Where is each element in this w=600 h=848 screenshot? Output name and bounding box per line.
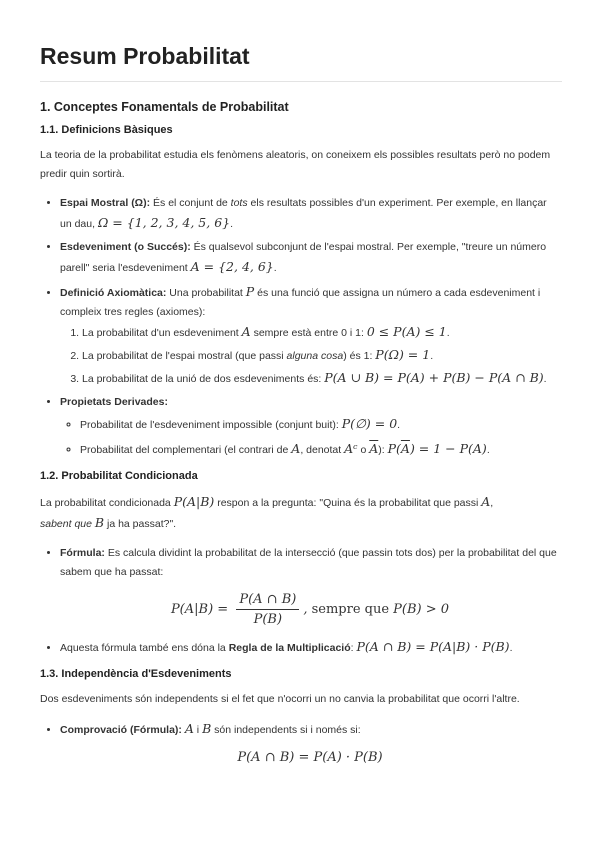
math-expression: P(A ∩ B) = P(A|B) · P(B)	[356, 639, 510, 654]
subsection-heading: 1.3. Independència d'Esdeveniments	[40, 668, 232, 680]
fraction: $\frac{P(A \cap B)}{P(B)}$	[236, 590, 299, 629]
axiom-item: 1. La probabilitat d'un esdeveniment A sempre està entre 0 i 1: 0 ≤ P(A) ≤ 1.	[82, 322, 560, 343]
page-title: Resum Probabilitat	[40, 43, 250, 69]
math-expression: P(Ω) = 1	[375, 347, 431, 362]
axiom-item: 3. La probabilitat de la unió de dos esdeveniments és: P(A ∪ B) = P(A) + P(B) − P(A ∩ B).	[82, 368, 560, 389]
conditional-formula: P(A|B) = $\frac{P(A \cap B)}{P(B)}$ , sempre que P(B) > 0	[170, 592, 450, 627]
properties-list	[60, 414, 560, 460]
list-item: • Aquesta fórmula també ens dóna la Regla de la Multiplicació: P(A ∩ B) = P(A|B) · P(B).	[60, 637, 560, 658]
math-expression: P(A ∪ B) = P(A) + P(B) − P(A ∩ B)	[324, 370, 544, 385]
list-item: • Esdeveniment (o Succés): És qualsevol subconjunt de l'espai mostral. Per exemple, "treure un número parell" seria l'esdeveniment A = {2, 4, 6}.	[60, 238, 560, 278]
axioms-list	[60, 322, 560, 389]
list-item: • Fórmula: Es calcula dividint la probabilitat de la intersecció (que passin tots dos) per la probabilitat del que sabem que ha passat: P(A|B) = $\frac{P(A \cap B)}{P(B)}$ , sempre que P(B) > 0	[60, 544, 560, 629]
title-divider	[40, 81, 562, 82]
section-heading: 1. Conceptes Fonamentals de Probabilitat	[40, 100, 289, 114]
math-expression: P(∅) = 0	[341, 416, 398, 431]
independence-intro: Dos esdeveniments són independents si el fet que n'ocorri un no canvia la probabilitat que ocorri l'altre.	[40, 693, 520, 705]
list-item: • Definició Axiomàtica: Una probabilitat P és una funció que assigna un número a cada esdeveniment i compleix tres regles (axiomes): 1. La probabilitat d'un esdeveniment A sempre està entre 0 i 1: 0 ≤ P(A) ≤ 1. 2. La probabilitat de l'espai mostral (que passi alguna cosa) és 1: P(Ω) = 1. 3. La probabilitat de la unió de dos esdeveniments és: P(A ∪ B) = P(A) + P(B) − P(A ∩ B).	[60, 282, 560, 389]
conditional-list	[40, 544, 560, 658]
definitions-list	[40, 194, 560, 460]
property-item: ◦ Probabilitat de l'esdeveniment impossible (conjunt buit): P(∅) = 0.	[80, 414, 560, 435]
independence-list	[40, 719, 560, 767]
intro-paragraph: La teoria de la probabilitat estudia els fenòmens aleatoris, on coneixem els possibles resultats però no podem predir quin sortirà.	[40, 149, 551, 180]
math-expression: $P(\overline{A}) = 1 - P(A)$	[387, 441, 487, 456]
list-item: • Espai Mostral (Ω): És el conjunt de tots els resultats possibles d'un experiment. Per exemple, en llançar un dau, Ω = {1, 2, 3, 4, 5, 6}.	[60, 194, 560, 234]
list-item: • Comprovació (Fórmula): A i B són independents si i només si: P(A ∩ B) = P(A) · P(B)	[60, 719, 560, 767]
math-expression: A = {2, 4, 6}	[190, 259, 274, 274]
conditional-intro: La probabilitat condicionada P(A|B) respon a la pregunta: "Quina és la probabilitat que passi A, sabent que B ja ha passat?".	[40, 494, 494, 530]
subsection-heading: 1.1. Definicions Bàsiques	[40, 124, 173, 136]
list-item: • Propietats Derivades: ◦ Probabilitat de l'esdeveniment impossible (conjunt buit): P(∅) = 0. ◦ Probabilitat del complementari (el contrari de A, denotat Aᶜ o $\overline{A}$): $P(\overline{A}) = 1 - P(A)$.	[60, 393, 560, 460]
independence-formula: P(A ∩ B) = P(A) · P(B)	[237, 750, 383, 765]
math-expression: Ω = {1, 2, 3, 4, 5, 6}	[97, 215, 231, 230]
math-expression: 0 ≤ P(A) ≤ 1	[366, 324, 447, 339]
property-item: ◦ Probabilitat del complementari (el contrari de A, denotat Aᶜ o $\overline{A}$): $P(\overline{A}) = 1 - P(A)$.	[80, 439, 560, 460]
subsection-heading: 1.2. Probabilitat Condicionada	[40, 470, 198, 482]
axiom-item: 2. La probabilitat de l'espai mostral (que passi alguna cosa) és 1: P(Ω) = 1.	[82, 345, 560, 366]
